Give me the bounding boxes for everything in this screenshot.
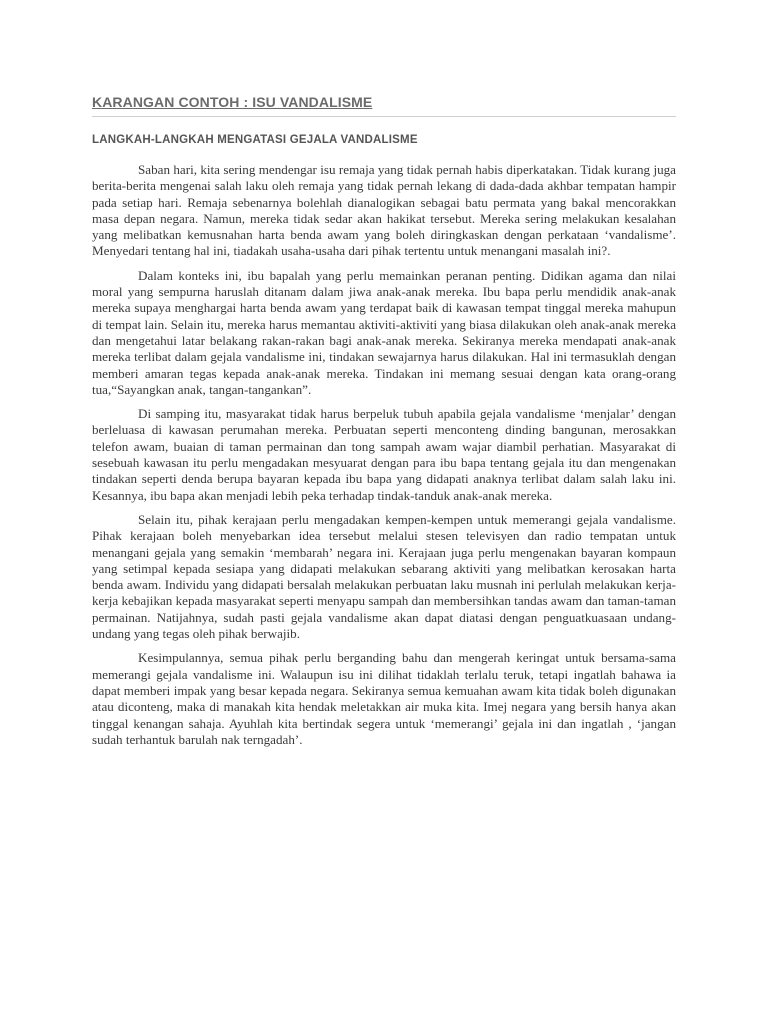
paragraph-conclusion: Kesimpulannya, semua pihak perlu berganding bahu dan mengerah keringat untuk bersama-sama memerangi gejala vandalisme ini. Walaupun isu ini dilihat tidaklah terlalu teruk, tetapi ingatlah bahawa ia dapat memberi impak yang besar kepada negara. Sekiranya semua kemuahan awam kita tidak boleh digunakan atau diconteng, maka di manakah kita hendak meletakkan air muka kita. Imej negara yang bersih hanya akan tinggal kenangan sahaja. Ayuhlah kita bertindak segera untuk ‘memerangi’ gejala ini dan ingatlah , ‘jangan sudah terhantuk barulah nak terngadah’. bbox=[92, 650, 676, 747]
document-title: KARANGAN CONTOH : ISU VANDALISME bbox=[92, 94, 373, 110]
paragraph-intro: Saban hari, kita sering mendengar isu remaja yang tidak pernah habis diperkatakan. Tidak kurang juga berita-berita mengenai salah laku oleh remaja yang tidak pernah lekang di dada-dada akhbar tempatan hampir pada setiap hari. Remaja sebenarnya bolehlah dianalogikan sebagai batu permata yang bakal mencorakkan masa depan negara. Namun, mereka tidak sedar akan hakikat tersebut. Mereka sering melakukan kesalahan yang melibatkan kemusnahan harta benda awam yang boleh diringkaskan dengan perkataan ‘vandalisme’. Menyedari tentang hal ini, tiadakah usaha-usaha dari pihak tertentu untuk menangani masalah ini?. bbox=[92, 162, 676, 259]
document-subtitle: LANGKAH-LANGKAH MENGATASI GEJALA VANDALISME bbox=[92, 134, 418, 146]
paragraph-community: Di samping itu, masyarakat tidak harus berpeluk tubuh apabila gejala vandalisme ‘menjalar’ dengan berleluasa di kawasan perumahan mereka. Perbuatan seperti menconteng dinding bangunan, merosakkan telefon awam, buaian di taman permainan dan tong sampah awam wajar diambil perhatian. Masyarakat di sesebuah kawasan itu perlu mengadakan mesyuarat dengan para ibu bapa tentang gejala itu dan mengenakan tindakan seperti denda berupa bayaran kepada ibu bapa yang didapati anaknya terlibat dalam salah laku ini. Kesannya, ibu bapa akan menjadi lebih peka terhadap tindak-tanduk anak-anak mereka. bbox=[92, 406, 676, 503]
document-body bbox=[92, 162, 676, 756]
paragraph-parents: Dalam konteks ini, ibu bapalah yang perlu memainkan peranan penting. Didikan agama dan nilai moral yang sempurna haruslah ditanam dalam jiwa anak-anak mereka. Ibu bapa perlu mendidik anak-anak mereka supaya menghargai harta benda awam yang terdapat baik di kawasan tempat tinggal mereka mahupun di tempat lain. Selain itu, mereka harus memantau aktiviti-aktiviti yang biasa dilakukan oleh anak-anak mereka dan mengetahui latar belakang rakan-rakan bagi anak-anak mereka. Sekiranya mereka mendapati anak-anak mereka terlibat dalam gejala vandalisme ini, tindakan sewajarnya harus dilakukan. Hal ini termasuklah dengan memberi amaran tegas kepada anak-anak mereka. Tindakan ini memang sesuai dengan kata orang-orang tua,“Sayangkan anak, tangan-tangankan”. bbox=[92, 267, 676, 397]
paragraph-government: Selain itu, pihak kerajaan perlu mengadakan kempen-kempen untuk memerangi gejala vandalisme. Pihak kerajaan boleh menyebarkan idea tersebut melalui stesen televisyen dan radio tempatan untuk menangani gejala yang semakin ‘membarah’ negara ini. Kerajaan juga perlu mengenakan bayaran kompaun yang setimpal kepada sesiapa yang didapati melakukan sebarang aktiviti yang melibatkan kerosakan harta benda awam. Individu yang didapati bersalah melakukan perbuatan laku musnah ini perlulah melakukan kerja-kerja kebajikan kepada masyarakat seperti menyapu sampah dan membersihkan tandas awam dan taman-taman permainan. Natijahnya, sudah pasti gejala vandalisme akan dapat diatasi dengan penguatkuasaan undang-undang yang tegas oleh pihak berwajib. bbox=[92, 511, 676, 642]
title-divider bbox=[92, 116, 676, 117]
